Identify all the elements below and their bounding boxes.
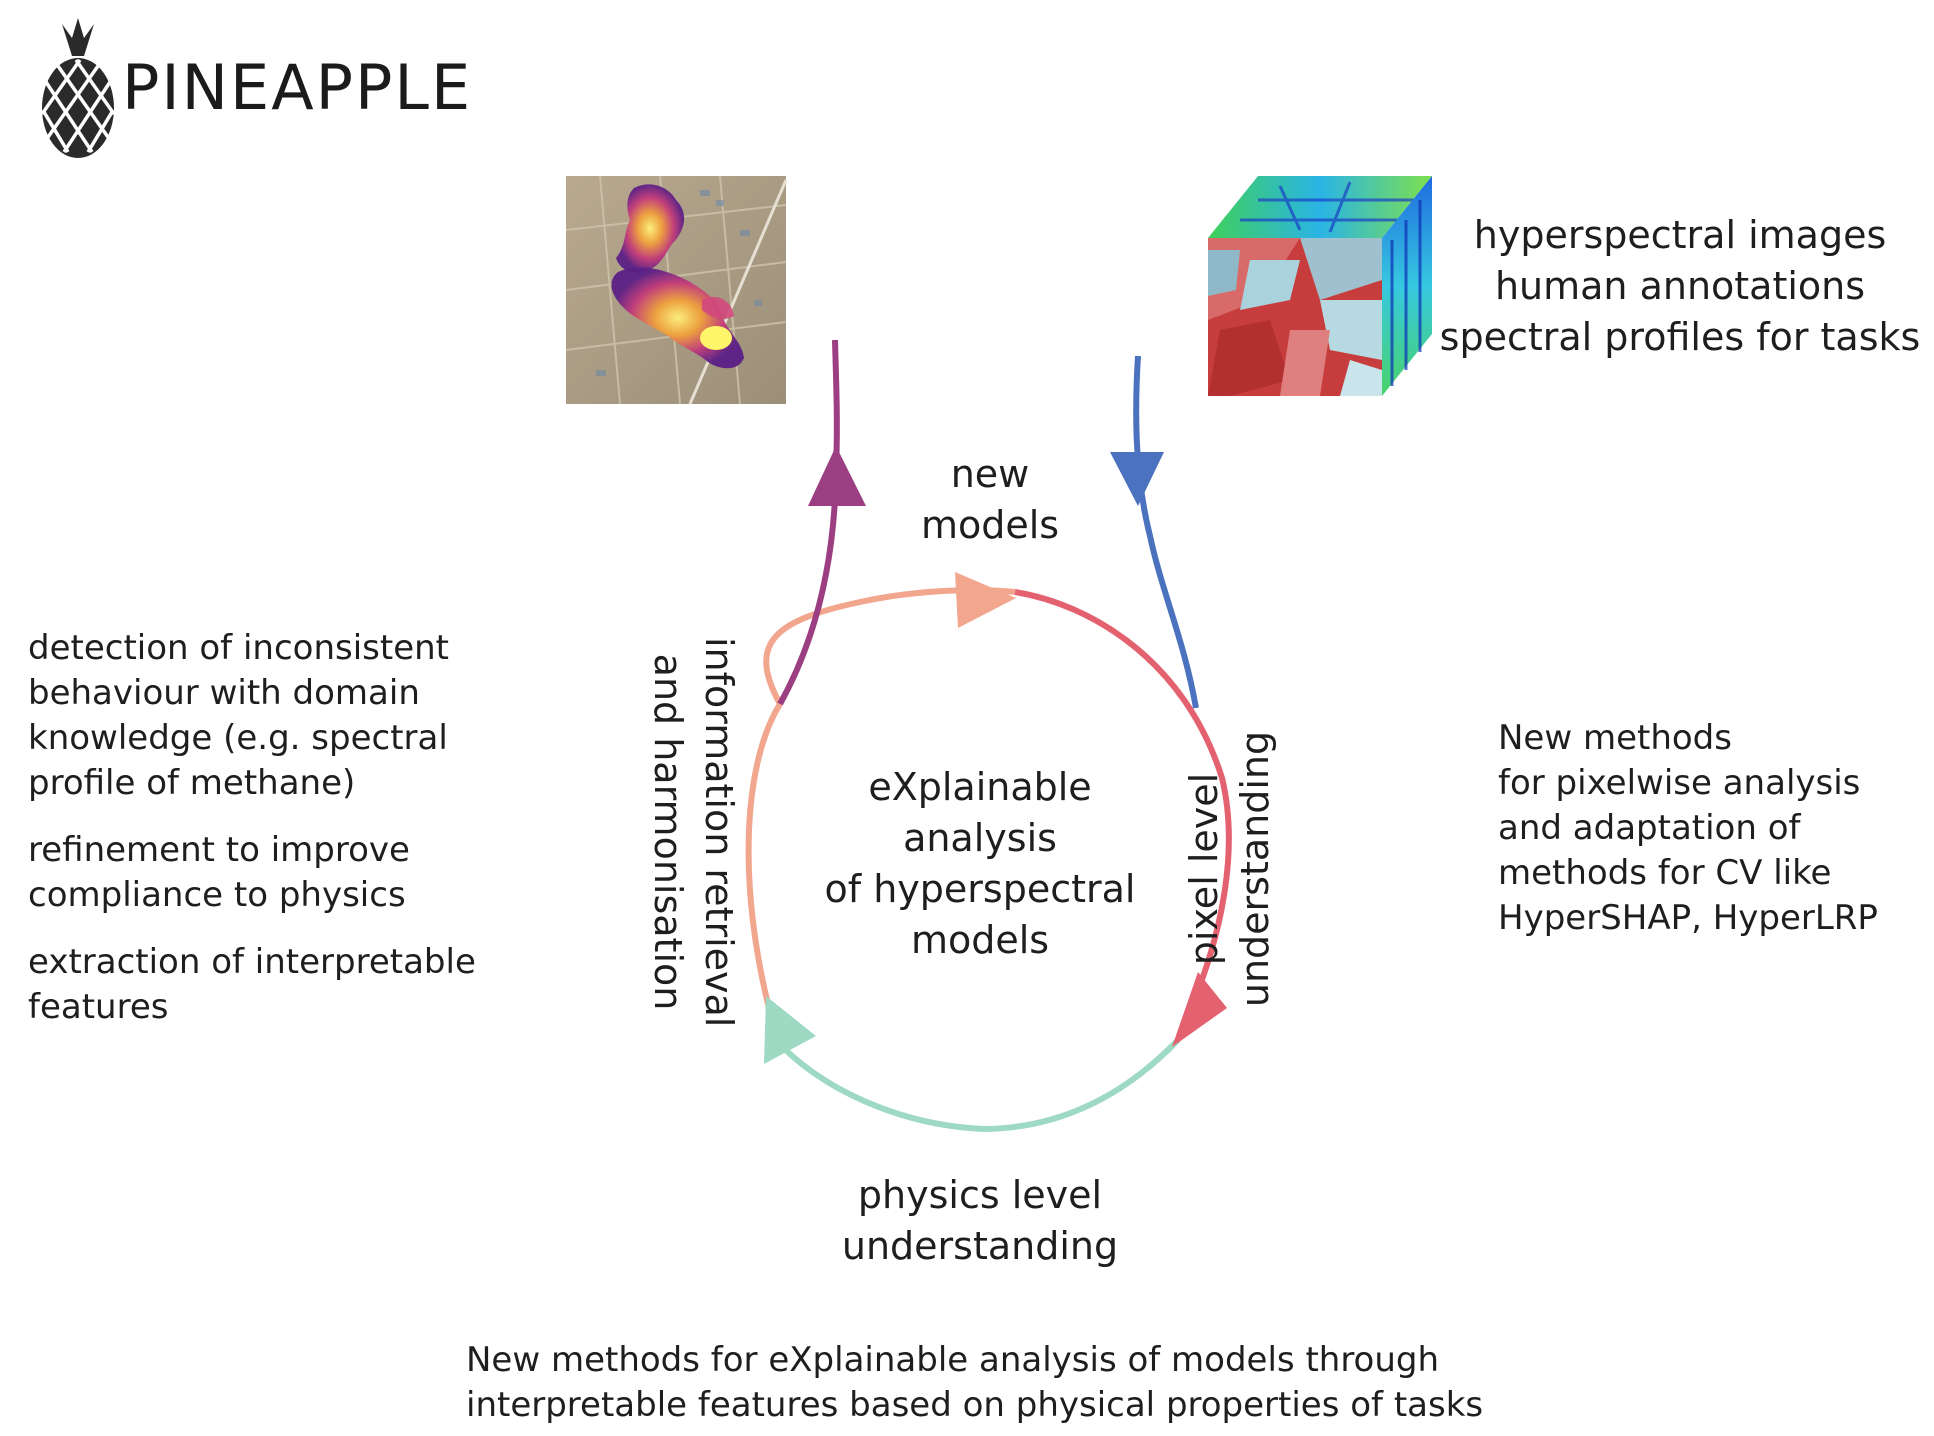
purple-arrowhead bbox=[808, 446, 866, 506]
arrowhead-top bbox=[955, 572, 1016, 628]
hyperspectral-cube-image bbox=[1208, 176, 1432, 396]
cycle-arc-bottom bbox=[772, 1036, 1178, 1129]
physical-methods-text bbox=[466, 1338, 1483, 1428]
cycle-center-title bbox=[780, 762, 1180, 966]
list-item bbox=[28, 828, 498, 918]
inputs-line-3: spectral profiles for tasks bbox=[1439, 315, 1921, 359]
list-item-line: extraction of interpretable bbox=[28, 942, 476, 982]
logo-title: PINEAPPLE bbox=[122, 51, 473, 124]
info-line-2: and harmonisation bbox=[646, 653, 690, 1011]
bottom-line-1: New methods for eXplainable analysis of models through bbox=[466, 1340, 1440, 1380]
list-item-line: detection of inconsistent bbox=[28, 628, 449, 668]
list-item-line: compliance to physics bbox=[28, 875, 406, 915]
physics-line-1: physics level bbox=[857, 1173, 1103, 1217]
data-inputs-text bbox=[1420, 210, 1934, 363]
blue-arrowhead bbox=[1110, 452, 1164, 506]
pixelwise-methods-text bbox=[1498, 716, 1928, 941]
list-item-line: features bbox=[28, 987, 169, 1027]
inputs-line-1: hyperspectral images bbox=[1473, 213, 1887, 257]
pixel-line-1: pixel level bbox=[1182, 772, 1226, 966]
center-line-4: models bbox=[910, 918, 1050, 962]
physics-goals-list bbox=[28, 626, 498, 1052]
list-item bbox=[28, 940, 498, 1030]
physics-level-label bbox=[780, 1170, 1180, 1272]
center-line-1: eXplainable bbox=[868, 765, 1092, 809]
pixel-line-2: understanding bbox=[1233, 730, 1277, 1008]
methane-plume-map-image bbox=[566, 176, 786, 404]
new-models-label bbox=[880, 449, 1100, 551]
center-line-3: of hyperspectral bbox=[824, 867, 1136, 911]
inputs-line-2: human annotations bbox=[1494, 264, 1866, 308]
pixelwise-line-4: methods for CV like bbox=[1498, 853, 1832, 893]
new-models-line-1: new bbox=[950, 452, 1030, 496]
list-item-line: knowledge (e.g. spectral bbox=[28, 718, 448, 758]
center-line-2: analysis bbox=[903, 816, 1057, 860]
physics-line-2: understanding bbox=[841, 1224, 1119, 1268]
pixel-level-label bbox=[1179, 719, 1281, 1019]
pineapple-icon bbox=[42, 18, 114, 158]
new-models-line-2: models bbox=[920, 503, 1060, 547]
information-retrieval-label bbox=[642, 637, 744, 1027]
bottom-line-2: interpretable features based on physical properties of tasks bbox=[466, 1385, 1484, 1425]
pixelwise-line-2: for pixelwise analysis bbox=[1498, 763, 1861, 803]
pixelwise-line-3: and adaptation of bbox=[1498, 808, 1801, 848]
pixelwise-line-1: New methods bbox=[1498, 718, 1732, 758]
info-line-1: information retrieval bbox=[697, 637, 741, 1028]
purple-arrow-line bbox=[780, 340, 837, 704]
pixelwise-line-5: HyperSHAP, HyperLRP bbox=[1498, 898, 1878, 938]
list-item-line: behaviour with domain bbox=[28, 673, 420, 713]
list-item bbox=[28, 626, 498, 806]
list-item-line: profile of methane) bbox=[28, 763, 356, 803]
list-item-line: refinement to improve bbox=[28, 830, 410, 870]
cycle-arc-top-left bbox=[749, 704, 780, 1020]
